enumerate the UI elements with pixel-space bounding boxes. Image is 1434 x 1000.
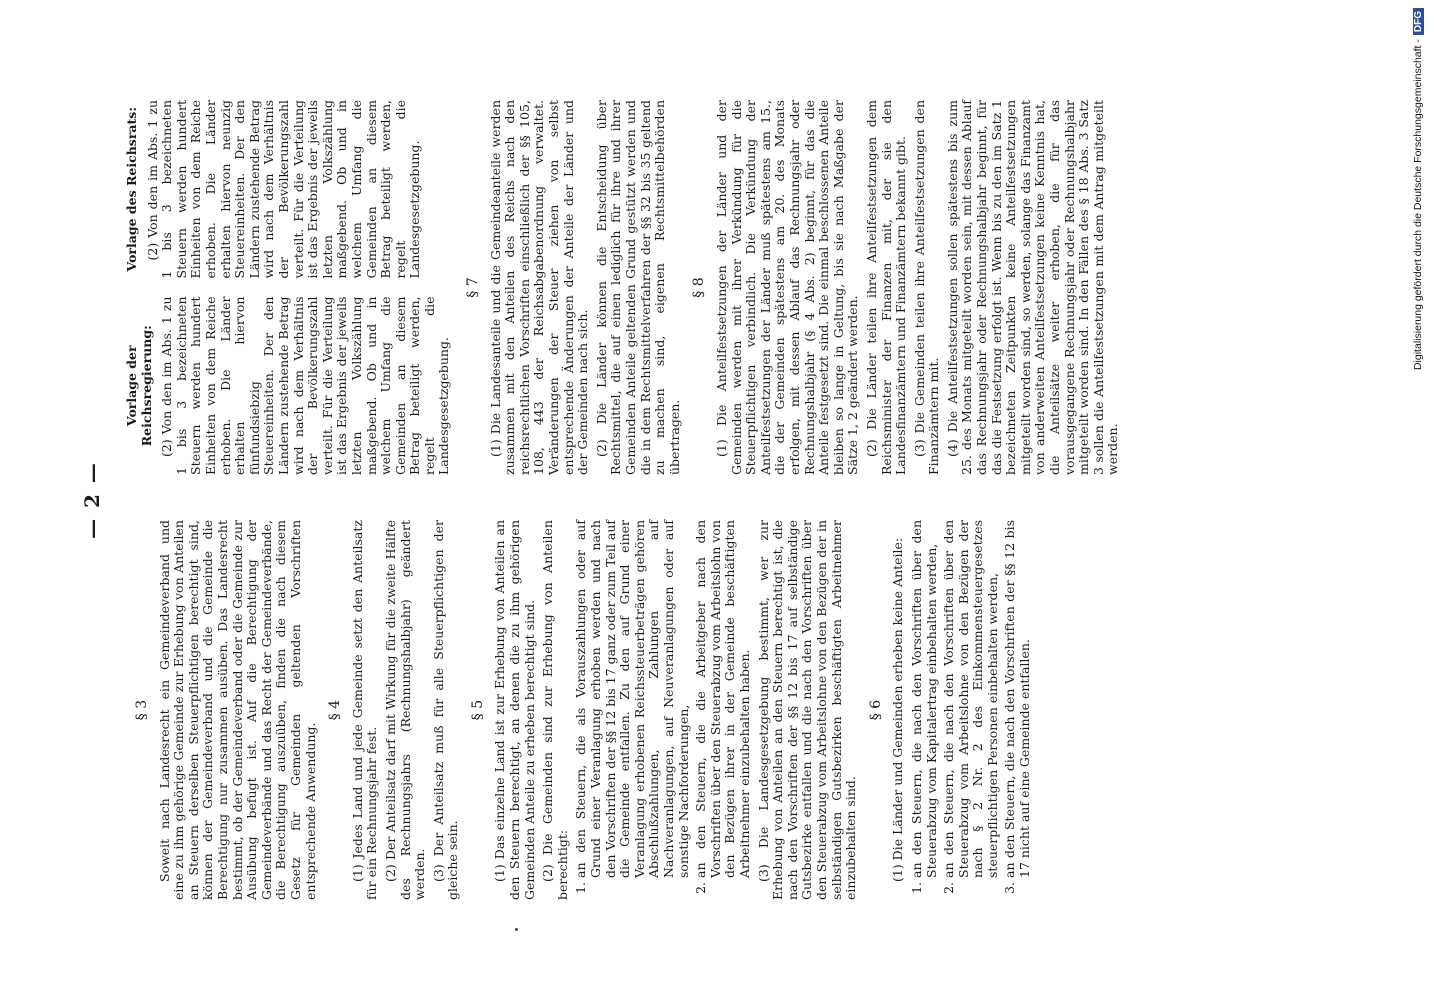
government-draft-text: (2) Von den im Abs. 1 zu 1 bis 3 bezeichneten Steuern werden hundert Einheiten von dem Reiche erhoben. Die Länder erhalten hiervon fünfundsiebzig Steuereinheiten. Der den Ländern zustehende Betrag wird nach dem Verhältnis der Bevölkerungszahl verteilt. Für die Verteilung ist das Ergebnis der jeweils letzten Volkszählung maßgebend. Ob und in welchem Umfang die Gemeinden an diesem Betrag beteiligt werden, regelt die Landesgesetzgebung. (159, 296, 452, 475)
section-8-para-2: (2) Die Länder teilen ihre Anteilfestsetzungen dem Reichsminister der Finanzen mit, der sie den Landesfinanzämtern und Finanzämtern bekannt gibt. (863, 100, 909, 475)
section-5-list (574, 520, 752, 900)
section-4-para-2: (2) Der Anteilsatz darf mit Wirkung für die zweite Hälfte des Rechnungsjahrs (Rechnungshalbjahr) geändert werden. (382, 520, 428, 900)
right-column (125, 100, 1125, 475)
list-item: 1. an den Steuern, die nach den Vorschriften über den Steuerabzug vom Kapitalertrag einbehalten werden, (910, 520, 939, 878)
section-5-para-3: (3) Die Landesgesetzgebung bestimmt, wer zur Erhebung von Anteilen an den Steuern berechtigt ist, die nach den Vorschriften der §§ 12 bis 17 auf selbständige Gutsbezirke entfallen und die nach den Vorschriften über den Steuerabzug vom Arbeitslohne von den Bezügen der in selbständigen Gutsbezirken beschäftigten Arbeitnehmer einzubehalten sind. (755, 520, 859, 900)
dfg-notice-text: Digitalisierung gefördert durch die Deutsche Forschungsgemeinschaft - (1412, 39, 1424, 371)
section-5-title: § 5 (469, 699, 486, 721)
reichsrat-draft (125, 100, 456, 279)
section-7-title: § 7 (465, 277, 482, 298)
section-3-title: § 3 (134, 699, 150, 721)
section-8-para-4: (4) Die Anteilfestsetzungen sollen spätestens bis zum 25. des Monats mitgeteilt worden sein, mit dessen Ablauf das Rechnungsjahr oder Rechnungshalbjahr beginnt, für das die Festsetzung erfolgt ist. Wenn bis zu den im Satz 1 bezeichneten Zeitpunkten keine Anteilfestsetzungen mitgeteilt worden sind, so werden, solange das Finanzamt von anderweiten Anteilfestsetzungen keine Kenntnis hat, die Anteilsätze weiter erhoben, die für das vorausgegangene Rechnungsjahr oder Rechnungshalbjahr mitgeteilt worden sind. In den Fällen des § 18 Abs. 3 Satz 3 sollen die Anteilfestsetzungen mit dem Antrag mitgeteilt werden. (944, 100, 1121, 475)
list-item: 2. an den Steuern, die nach den Vorschriften über den Steuerabzug vom Arbeitslohne von den Bezügen der nach § 2 Nr. 2 des Einkommensteuergesetzes steuerpflichtigen Personen einbehalten werden, (942, 520, 1000, 878)
reichsrat-draft-text: (2) Von den im Abs. 1 zu 1 bis 3 bezeichneten Steuern werden hundert Einheiten von dem Reiche erhoben. Die Länder erhalten hiervon neunzig Steuereinheiten. Der den Ländern zustehende Betrag wird nach dem Verhältnis der Bevölkerungszahl verteilt. Für die Verteilung ist das Ergebnis der jeweils letzten Volkszählung maßgebend. Ob und in welchem Umfang die Gemeinden an diesem Betrag beteiligt werden, regelt die Landesgesetzgebung. (144, 100, 423, 279)
section-5-para-1: (1) Das einzelne Land ist zur Erhebung von Anteilen an den Steuern berechtigt, an denen die zu ihm gehörigen Gemeinden Anteile zu erheben berechtigt sind. (492, 520, 537, 900)
section-3-text: Soweit nach Landesrecht ein Gemeindeverband und eine zu ihm gehörige Gemeinde zur Erhebung von Anteilen an Steuern derselben Steuerpflichtigen berechtigt sind, können der Gemeindeverband und die Gemeinde die Berechtigung nur zusammen ausüben. Das Landesrecht bestimmt, ob der Gemeindeverband oder die Gemeinde zur Ausübung befugt ist. Auf die Berechtigung der Gemeindeverbände und das Recht der Gemeindeverbände, die Berechtigung auszuüben, finden die nach diesem Gesetz für Gemeinden geltenden Vorschriften entsprechende Anwendung. (156, 520, 318, 900)
left-column (125, 520, 1037, 900)
section-4-para-3: (3) Der Anteilsatz muß für alle Steuerpflichtigen der gleiche sein. (430, 520, 461, 900)
section-6-list (910, 520, 1033, 900)
dfg-logo: DFG (1413, 8, 1424, 35)
page-number: — 2 — (80, 461, 104, 539)
section-4-para-1: (1) Jedes Land und jede Gemeinde setzt den Anteilsatz für ein Rechnungsjahr fest. (349, 520, 380, 900)
dfg-notice (1412, 8, 1428, 998)
section-6-para-1: (1) Die Länder und Gemeinden erheben keine Anteile: (890, 537, 906, 882)
government-draft (125, 297, 456, 476)
list-item: 1. an den Steuern, die als Vorauszahlungen oder auf Grund einer Veranlagung erhoben werden und nach den Vorschriften der §§ 12 bis 17 ganz oder zum Teil auf die Gemeinde entfallen. Zu den auf Grund einer Veranlagung erhobenen Reichssteuerbeträgen gehören Abschlußzahlungen, Zahlungen auf Nachveranlagungen, auf Neuveranlagungen oder auf sonstige Nachforderungen, (574, 520, 691, 878)
list-item: 3. an den Steuern, die nach den Vorschriften der §§ 12 bis 17 nicht auf eine Gemeinde entfallen. (1003, 520, 1032, 878)
reichsrat-draft-heading: Vorlage des Reichsrats: (124, 107, 139, 272)
section-7-para-2: (2) Die Länder können die Entscheidung über Rechtsmittel, die auf einen lediglich für ihre und ihrer Gemeinden Anteile geltenden Grund gestützt werden und die in dem Rechtsmittelverfahren der §§ 32 bis 35 geltend zu machen sind, eigenen Rechtsmittelbehörden übertragen. (593, 100, 682, 475)
section-4-title: § 4 (327, 699, 344, 721)
section-7-para-1: (1) Die Landesanteile und die Gemeindeanteile werden zusammen mit den Anteilen des Reichs nach den reichsrechtlichen Vorschriften einschließlich der §§ 105, 108, 443 der Reichsabgabenordnung verwaltet. Veränderungen der Steuer ziehen von selbst entsprechende Änderungen der Anteile der Länder und der Gemeinden nach sich. (487, 100, 591, 475)
section-8-title: § 8 (691, 277, 708, 298)
section-8-para-1: (1) Die Anteilfestsetzungen der Länder und der Gemeinden werden mit ihrer Verkündung für die Steuerpflichtigen verbindlich. Die Verkündung der Anteilfestsetzungen der Länder muß spätestens am 15., die der Gemeinden spätestens am 20. des Monats erfolgen, mit dessen Ablauf das Rechnungsjahr oder Rechnungshalbjahr (§ 4 Abs. 2) beginnt, für das die Anteile festgesetzt sind. Die einmal beschlossenen Anteile bleiben so lange in Geltung, bis sie nach Maßgabe der Sätze 1, 2 geändert werden. (713, 100, 861, 475)
section-6-title: § 6 (867, 699, 884, 721)
list-item: 2. an den Steuern, die die Arbeitgeber nach den Vorschriften über den Steuerabzug vom Arbeitslohn von den Bezügen ihrer in der Gemeinde beschäftigten Arbeitnehmer einzubehalten haben. (694, 520, 752, 878)
government-draft-heading: Vorlage der Reichsregierung: (124, 325, 154, 447)
scan-speck (515, 928, 518, 931)
section-8-para-3: (3) Die Gemeinden teilen ihre Anteilfestsetzungen den Finanzämtern mit. (911, 100, 942, 475)
section-5-para-2: (2) Die Gemeinden sind zur Erhebung von Anteilen berechtigt: (540, 520, 570, 900)
comparison-columns (125, 100, 456, 475)
